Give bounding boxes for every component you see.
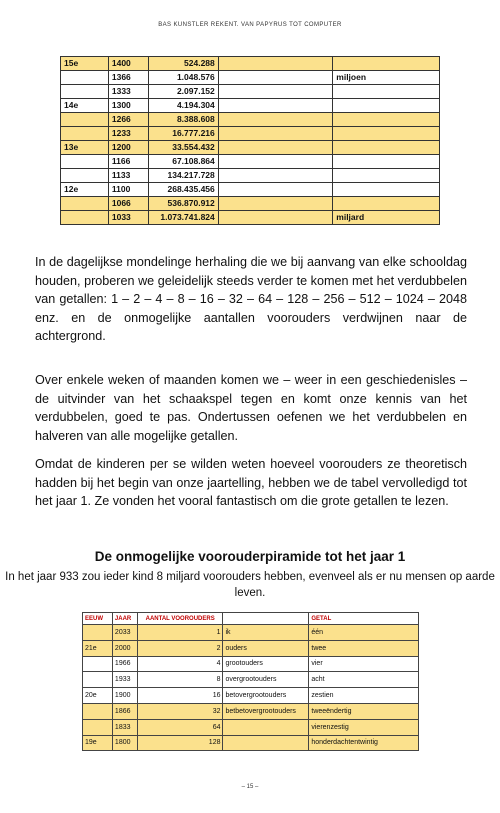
cell-c5 [333,169,440,183]
cell-jaar: 1400 [108,57,148,71]
cell-jaar: 1300 [108,99,148,113]
cell-c4 [218,155,333,169]
cell-jaar: 1333 [108,85,148,99]
cell-naam: overgrootouders [223,672,309,688]
header-empty [223,613,309,625]
table-row [61,169,440,183]
table-title: De onmogelijke voorouderpiramide tot het jaar 1 [94,549,406,564]
cell-aantal: 1 [137,625,223,641]
cell-c5 [333,99,440,113]
cell-c4 [218,99,333,113]
table-row [83,735,419,751]
table-row [83,703,419,719]
cell-c5 [333,155,440,169]
cell-getal: 134.217.728 [148,169,218,183]
cell-jaar: 1900 [112,688,137,704]
cell-c4 [218,113,333,127]
header-aantal: AANTAL VOOROUDERS [137,613,223,625]
table-row [61,155,440,169]
header-jaar: JAAR [112,613,137,625]
cell-jaar: 1166 [108,155,148,169]
cell-eeuw: 15e [61,57,109,71]
cell-c5: miljoen [333,71,440,85]
cell-getal: 268.435.456 [148,183,218,197]
cell-eeuw [61,169,109,183]
table-subtitle: In het jaar 933 zou ieder kind 8 miljard voorouders hebben, evenveel als er nu mensen op aarde leven. [5,571,495,599]
running-header: BAS KUNSTLER REKENT. VAN PAPYRUS TOT COMPUTER [158,22,342,28]
cell-jaar: 1366 [108,71,148,85]
cell-aantal: 2 [137,640,223,656]
cell-eeuw [61,211,109,225]
paragraph-1: In de dagelijkse mondelinge herhaling die we bij aanvang van elke schooldag houden, proberen we geleidelijk steeds verder te komen met het verdubbelen van getallen: 1 – 2 – 4 – 8 – 16 – 32 – 64 – 128 – 256 – 512 – 1024 – 2048 enz. en de onmogelijke aantallen voorouders verdwijnen naar de achtergrond. [35,255,467,344]
cell-c5 [333,57,440,71]
table-row [61,71,440,85]
ancestor-pyramid-table [82,612,419,751]
cell-getal: vier [309,656,419,672]
table-row [83,625,419,641]
cell-getal: 67.108.864 [148,155,218,169]
cell-eeuw [83,625,113,641]
cell-c5 [333,127,440,141]
table-row [83,719,419,735]
paragraph-3: Omdat de kinderen per se wilden weten hoeveel voorouders ze theoretisch hadden bij het begin van onze jaartelling, hebben we de tabel vervolledigd tot het jaar 1. Ze vonden het vooral fantastisch om die grote getallen te lezen. [35,457,467,509]
cell-jaar: 2000 [112,640,137,656]
table-row [61,113,440,127]
cell-eeuw: 13e [61,141,109,155]
cell-jaar: 1933 [112,672,137,688]
header-eeuw: EEUW [83,613,113,625]
cell-jaar: 1066 [108,197,148,211]
cell-jaar: 1966 [112,656,137,672]
cell-jaar: 2033 [112,625,137,641]
cell-eeuw: 21e [83,640,113,656]
cell-aantal: 16 [137,688,223,704]
cell-naam: betbetovergrootouders [223,703,309,719]
cell-eeuw [61,85,109,99]
cell-eeuw [61,197,109,211]
cell-eeuw: 14e [61,99,109,113]
table-row [61,197,440,211]
cell-c5 [333,141,440,155]
cell-getal: tweeëndertig [309,703,419,719]
cell-jaar: 1133 [108,169,148,183]
cell-c4 [218,57,333,71]
cell-c5 [333,197,440,211]
cell-getal: 536.870.912 [148,197,218,211]
cell-c4 [218,85,333,99]
cell-getal: 16.777.216 [148,127,218,141]
cell-getal: 8.388.608 [148,113,218,127]
cell-getal: 4.194.304 [148,99,218,113]
cell-jaar: 1800 [112,735,137,751]
table-row [61,211,440,225]
cell-c4 [218,127,333,141]
cell-getal: acht [309,672,419,688]
table-row [61,141,440,155]
cell-naam: ik [223,625,309,641]
page-number: – 15 – [241,784,259,790]
table-row [83,640,419,656]
cell-eeuw: 19e [83,735,113,751]
cell-eeuw [83,672,113,688]
cell-eeuw [61,127,109,141]
table-header-row [83,613,419,625]
table-row [61,183,440,197]
cell-getal: 2.097.152 [148,85,218,99]
cell-c4 [218,169,333,183]
paragraph-2: Over enkele weken of maanden komen we – weer in een geschiedenisles – de uitvinder van het schaakspel tegen en komt onze kennis van het verdubbelen, goed te pas. Ondertussen oefenen we het verdubbelen en halveren van alle mogelijke getallen. [35,373,467,443]
cell-aantal: 32 [137,703,223,719]
cell-c4 [218,211,333,225]
cell-eeuw [83,703,113,719]
cell-eeuw [61,113,109,127]
cell-getal: twee [309,640,419,656]
table-row [61,99,440,113]
cell-naam [223,735,309,751]
table-row [61,85,440,99]
cell-c5 [333,113,440,127]
table-row [83,656,419,672]
cell-getal: 1.073.741.824 [148,211,218,225]
cell-naam: ouders [223,640,309,656]
cell-c4 [218,197,333,211]
table-row [83,688,419,704]
cell-naam: grootouders [223,656,309,672]
cell-c5: miljard [333,211,440,225]
cell-eeuw [61,71,109,85]
cell-eeuw: 12e [61,183,109,197]
table-row [83,672,419,688]
cell-getal: honderdachtentwintig [309,735,419,751]
cell-jaar: 1266 [108,113,148,127]
cell-c5 [333,85,440,99]
cell-eeuw [61,155,109,169]
cell-c4 [218,71,333,85]
cell-eeuw: 20e [83,688,113,704]
cell-jaar: 1233 [108,127,148,141]
cell-aantal: 64 [137,719,223,735]
cell-getal: één [309,625,419,641]
cell-jaar: 1033 [108,211,148,225]
cell-jaar: 1866 [112,703,137,719]
cell-jaar: 1200 [108,141,148,155]
cell-aantal: 4 [137,656,223,672]
cell-aantal: 8 [137,672,223,688]
cell-jaar: 1833 [112,719,137,735]
cell-c4 [218,141,333,155]
cell-getal: vierenzestig [309,719,419,735]
cell-eeuw [83,719,113,735]
cell-aantal: 128 [137,735,223,751]
cell-getal: zestien [309,688,419,704]
cell-naam: betovergrootouders [223,688,309,704]
cell-getal: 33.554.432 [148,141,218,155]
cell-eeuw [83,656,113,672]
table-row [61,57,440,71]
cell-getal: 1.048.576 [148,71,218,85]
header-getal: GETAL [309,613,419,625]
cell-c5 [333,183,440,197]
ancestors-table-continued [60,56,440,225]
cell-naam [223,719,309,735]
table-row [61,127,440,141]
cell-getal: 524.288 [148,57,218,71]
cell-c4 [218,183,333,197]
cell-jaar: 1100 [108,183,148,197]
